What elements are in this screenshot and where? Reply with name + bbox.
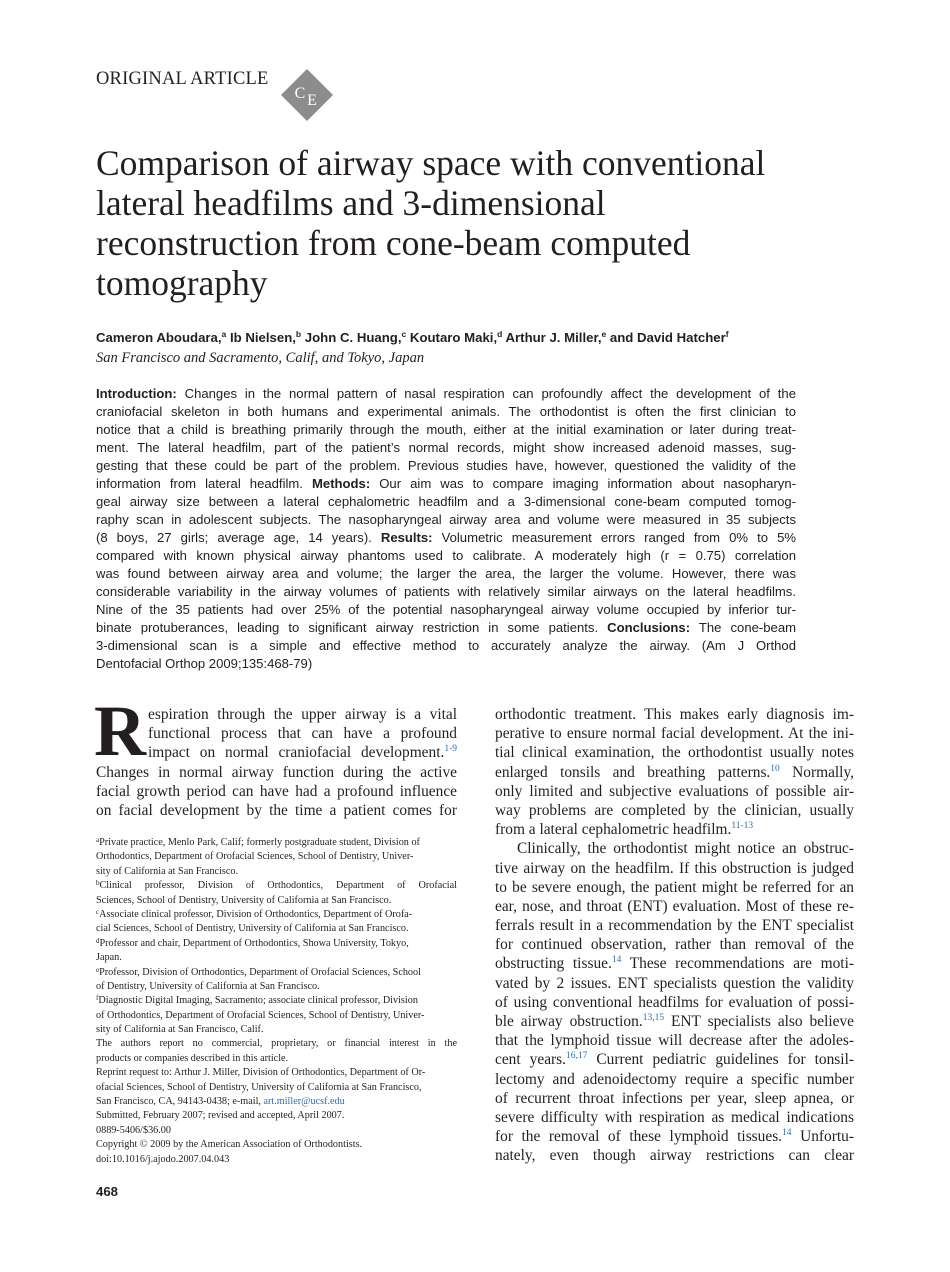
body-line: way problems are completed by the clinician, usually — [495, 801, 854, 819]
abstract-line: Dentofacial Orthop 2009;135:468-79) — [96, 656, 313, 671]
footnote-line: Sciences, School of Dentistry, University of California at San Francisco. — [96, 894, 392, 906]
footnote-line: $^e$Professor, Division of Orthodontics, Department of Orofacial Sciences, School — [96, 965, 421, 978]
body-line: enlarged tonsils and breathing patterns.$^{10}$ Normally, — [495, 763, 854, 781]
abstract-line: (8 boys, 27 girls; average age, 14 years). Results: Volumetric measurement errors ranged from 0% to 5% — [96, 530, 796, 545]
ce-badge-icon — [279, 67, 335, 123]
body-line: nately, even though airway restrictions can clear — [495, 1147, 854, 1165]
body-line: ferrals result in a recommendation by the ENT specialist — [495, 917, 854, 935]
body-line: orthodontic treatment. This makes early diagnosis im- — [495, 706, 854, 723]
citation-link[interactable]: 11-13 — [731, 821, 754, 832]
footnote-line: of Orthodontics, Department of Orofacial Sciences, School of Dentistry, Univer- — [96, 1009, 425, 1021]
body-line: Changes in normal airway function during the active — [96, 763, 457, 781]
citation-link[interactable]: 1-9 — [444, 744, 457, 755]
author-affil-mark: a — [221, 329, 227, 339]
footnote-line: $^a$Private practice, Menlo Park, Calif; formerly postgraduate student, Division of — [96, 836, 420, 848]
abstract-line: was found between airway area and volume; the larger the area, the larger the volume. However, there was — [96, 566, 796, 581]
author-name: Arthur J. Miller, — [505, 330, 602, 345]
footnote-line: Orthodontics, Department of Orofacial Sciences, School of Dentistry, Univer- — [96, 851, 414, 863]
body-line: to be severe enough, the patient might be referred for an — [495, 878, 854, 896]
abstract — [96, 385, 796, 673]
footnote-mark: b — [96, 879, 100, 888]
footnote-line: Japan. — [96, 952, 122, 964]
body-line: cent years.$^{16,17}$ Current pediatric guidelines for tonsil- — [495, 1051, 854, 1069]
abstract-line: binate protuberances, leading to significant airway restriction in some patients. Conclusions: The cone-beam — [96, 620, 797, 635]
title-line: Comparison of airway space with conventional — [96, 143, 766, 183]
body-line: espiration through the upper airway is a vital — [148, 706, 457, 723]
abstract-conclusions-label: Conclusions: — [607, 620, 691, 635]
body-line: of using conventional headfilms for evaluation of possi- — [495, 993, 854, 1011]
footnote-line: $^c$Associate clinical professor, Division of Orthodontics, Department of Orofa- — [96, 907, 413, 920]
title-line: tomography — [96, 263, 268, 303]
abstract-results-label: Results: — [380, 530, 433, 545]
footnote-line: cial Sciences, School of Dentistry, University of California at San Francisco. — [96, 923, 409, 935]
body-line: perative to ensure normal facial development. At the ini- — [495, 725, 854, 743]
abstract-line: considerable variability in the airway volumes of patients with relatively similar airways on the lateral headfilms. — [96, 584, 796, 599]
body-line: obstructing tissue.$^{14}$ These recommendations are moti- — [495, 955, 854, 973]
citation-link[interactable]: 14 — [611, 955, 622, 966]
author-list — [96, 330, 896, 345]
body-line: impact on normal craniofacial development.$^{1-9}$ — [148, 744, 457, 762]
footnote-line: doi:10.1016/j.ajodo.2007.04.043 — [96, 1153, 230, 1165]
body-column-right — [495, 705, 854, 1166]
body-line: Clinically, the orthodontist might notice an obstruc- — [517, 840, 854, 858]
drop-cap: R — [94, 691, 146, 771]
title-line: lateral headfilms and 3-dimensional — [96, 183, 606, 223]
author-name: and David Hatcher — [609, 330, 726, 345]
abstract-line: geal airway size between a lateral cephalometric headfilm and a 3-dimensional cone-beam computed tomog- — [96, 494, 796, 509]
body-line: for continued observation, rather than removal of the — [495, 936, 854, 954]
abstract-line: 3-dimensional scan is a simple and effective method to accurately analyze the airway. (Am J Orthod — [96, 638, 796, 653]
abstract-line: gesting that these could be part of the problem. Previous studies have, however, questioned the validity of the — [96, 458, 796, 473]
citation-link[interactable]: 16,17 — [566, 1051, 588, 1062]
citation-link[interactable]: 13,15 — [642, 1013, 665, 1023]
page-number: 468 — [96, 1184, 119, 1199]
abstract-line: Introduction: Changes in the normal pattern of nasal respiration can profoundly affect the development of the — [96, 386, 797, 401]
body-line: severe difficulty with respiration as medical indications — [495, 1108, 854, 1126]
body-line: that the lymphoid tissue will decrease after the adoles- — [495, 1032, 854, 1050]
footnote-mark: a — [96, 836, 100, 844]
footnote-line: ofacial Sciences, School of Dentistry, University of California at San Francisco, — [96, 1081, 422, 1093]
footnote-line: Reprint request to: Arthur J. Miller, Division of Orthodontics, Department of Or- — [96, 1067, 426, 1079]
body-column-left — [94, 691, 457, 820]
body-line: tial clinical examination, the orthodontist usually notes — [495, 744, 854, 762]
article-title — [96, 143, 886, 303]
body-line: on facial development by the time a patient comes for — [96, 801, 457, 819]
footnote-line: of Dentistry, University of California at San Francisco. — [96, 980, 320, 992]
citation-link[interactable]: 10 — [770, 763, 780, 774]
abstract-intro-label: Introduction: — [96, 386, 177, 401]
footnote-line: 0889-5406/$36.00 — [96, 1124, 171, 1136]
body-line: ear, nose, and throat (ENT) evaluation. Most of these re- — [495, 897, 854, 915]
body-line: only limited and subjective evaluations of possible air- — [495, 782, 854, 800]
author-name: Koutaro Maki, — [409, 330, 498, 345]
abstract-line: ment. The lateral headfilm, part of the patient’s normal records, might show increased adenoid masses, sug- — [96, 440, 796, 455]
footnote-mark: d — [96, 936, 100, 945]
author-name: Cameron Aboudara, — [96, 330, 222, 345]
footnote-line: sity of California at San Francisco. — [96, 865, 239, 877]
author-affil-mark: e — [601, 329, 607, 339]
footnote-line: sity of California at San Francisco, Calif. — [96, 1024, 264, 1036]
author-name: John C. Huang, — [304, 330, 402, 345]
footnote-line: $^f$Diagnostic Digital Imaging, Sacramento; associate clinical professor, Division — [96, 994, 418, 1007]
abstract-line: compared with known physical airway phantoms used to calibrate. A moderately high (r = 0.75) correlation — [96, 548, 796, 563]
body-line: of recurrent throat infections per year, sleep apnea, or — [495, 1089, 854, 1107]
ce-badge-letter-c: C — [294, 85, 306, 102]
author-affil-mark: d — [497, 329, 503, 339]
footnote-line: Submitted, February 2007; revised and accepted, April 2007. — [96, 1110, 345, 1122]
footnote-mark: c — [96, 907, 100, 916]
body-line: vated by 2 issues. ENT specialists question the validity — [495, 974, 854, 992]
author-affiliation: San Francisco and Sacramento, Calif, and Tokyo, Japan — [96, 350, 425, 366]
footnote-line: The authors report no commercial, proprietary, or financial interest in the — [96, 1038, 457, 1050]
body-line: facial growth period can have had a profound influence — [96, 782, 457, 800]
body-line: lectomy and adenoidectomy require a specific number — [495, 1070, 854, 1088]
footnotes — [96, 836, 457, 1167]
author-affil-mark: f — [725, 329, 729, 339]
abstract-line: notice that a child is breathing primarily through the mouth, either at the initial examination or later during treat- — [96, 422, 796, 437]
footnote-line: $^d$Professor and chair, Department of Orthodontics, Showa University, Tokyo, — [96, 936, 409, 949]
author-affil-mark: b — [295, 329, 302, 339]
abstract-line: Nine of the 35 patients had over 25% of the potential nasopharyngeal airway volume occupied by inferior tur- — [96, 602, 796, 617]
footnote-line: $^b$Clinical professor, Division of Orthodontics, Department of Orofacial — [96, 879, 457, 892]
body-line: tive airway on the headfilm. If this obstruction is judged — [495, 859, 854, 877]
ce-badge-letter-e: E — [307, 92, 317, 109]
author-name: Ib Nielsen, — [229, 330, 296, 345]
footnote-line: Copyright © 2009 by the American Association of Orthodontists. — [96, 1139, 363, 1151]
body-line: from a lateral cephalometric headfilm.$^{11-13}$ — [495, 821, 754, 839]
body-line: ble airway obstruction.$^{13,15}$ ENT specialists also believe — [495, 1013, 854, 1030]
abstract-methods-label: Methods: — [312, 476, 371, 491]
author-affil-mark: c — [401, 329, 407, 339]
abstract-line: information from lateral headfilm. Methods: Our aim was to compare imaging information about nasopharyn- — [96, 476, 796, 491]
body-line: for the removal of these lymphoid tissues.$^{14}$ Unfortu- — [495, 1128, 854, 1146]
reprint-email-link[interactable]: art.miller@ucsf.edu — [263, 1096, 345, 1108]
title-line: reconstruction from cone-beam computed — [96, 223, 691, 263]
section-label: ORIGINAL ARTICLE — [96, 69, 269, 89]
footnote-line: products or companies described in this article. — [96, 1052, 289, 1064]
citation-link[interactable]: 14 — [782, 1128, 792, 1139]
footnote-line: San Francisco, CA, 94143-0438; e-mail, art.miller@ucsf.edu — [96, 1096, 345, 1108]
abstract-line: raphy scan in adolescent subjects. The nasopharyngeal airway area and volume were measured in 35 subjects — [96, 512, 796, 527]
footnote-mark: e — [96, 965, 100, 974]
body-line: functional process that can have a profound — [148, 725, 457, 743]
footnote-mark: f — [96, 994, 99, 1003]
abstract-line: craniofacial skeleton in both humans and experimental animals. The orthodontist is often the first clinician to — [96, 404, 796, 419]
